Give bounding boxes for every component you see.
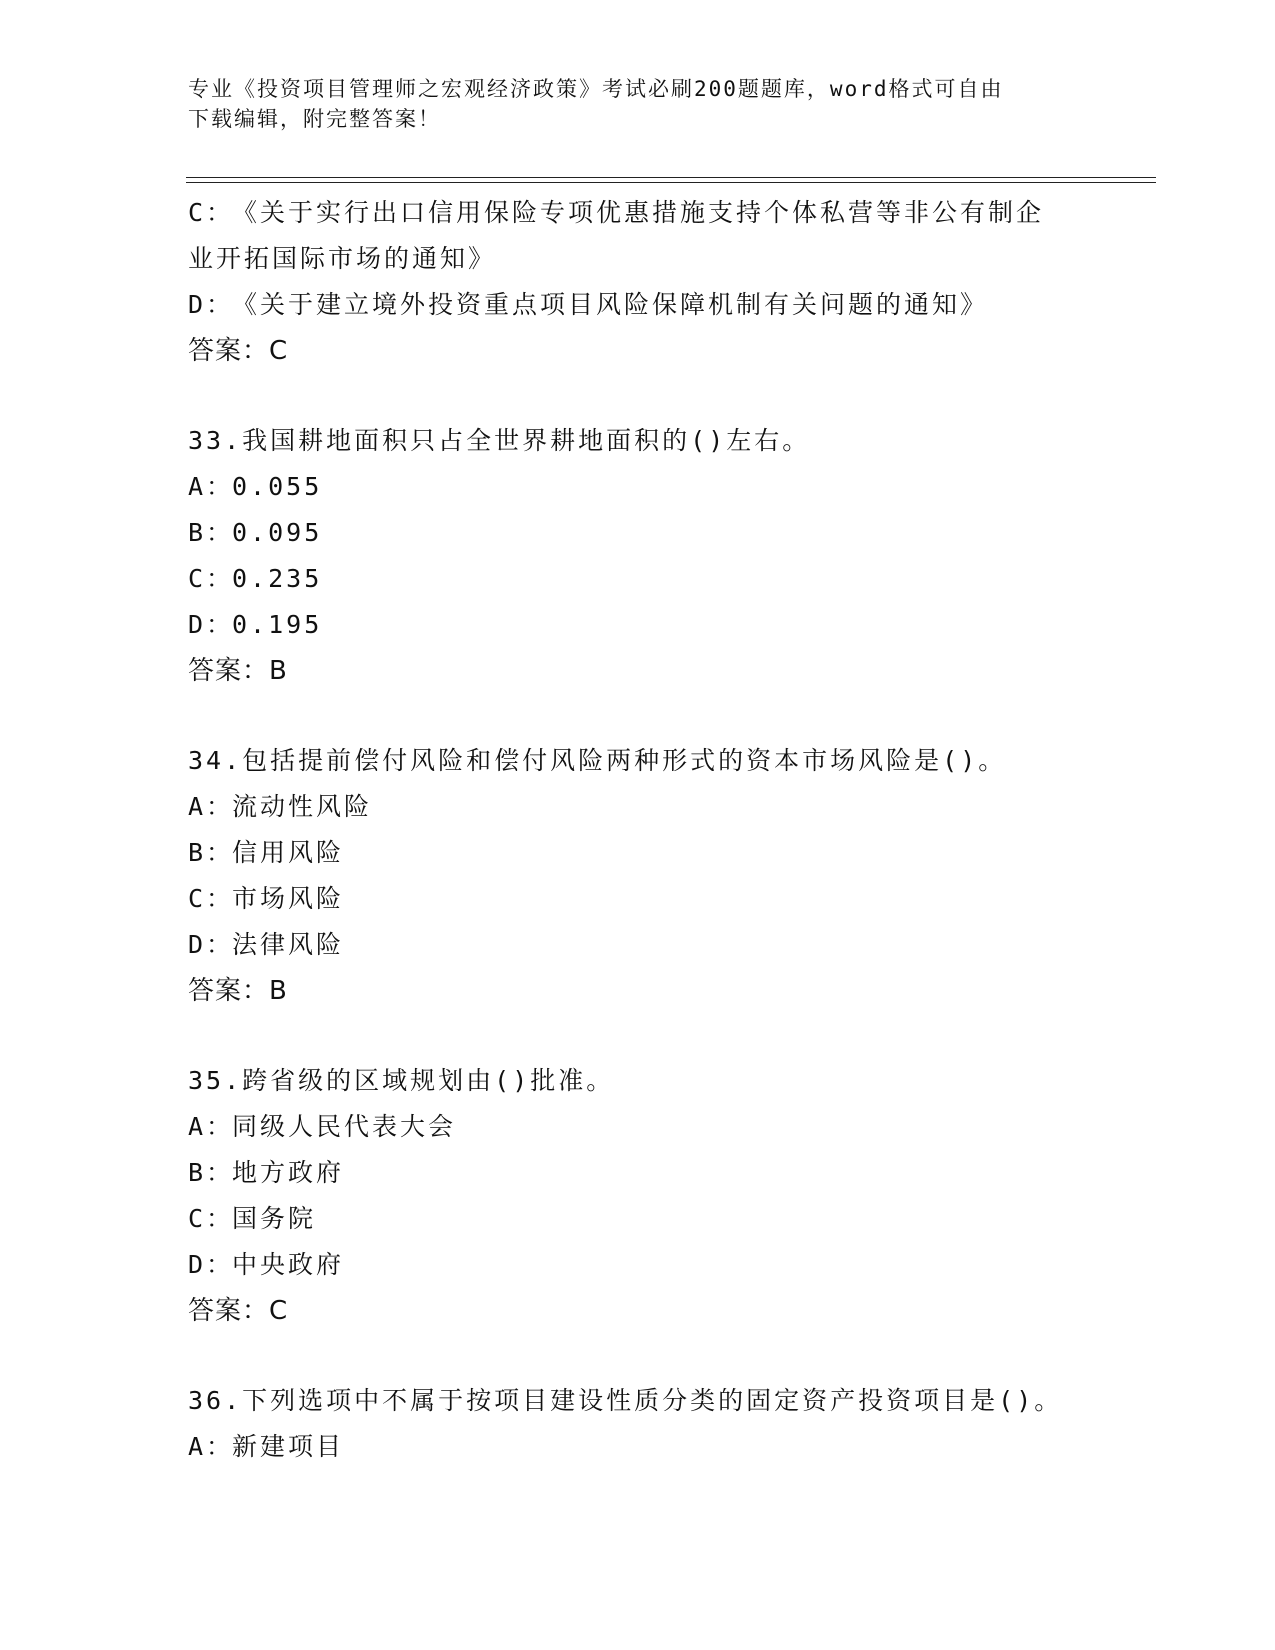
option-c <box>188 190 1088 236</box>
option-label: C： <box>188 1204 235 1233</box>
question-34 <box>188 738 1088 1014</box>
option-a <box>188 784 1088 830</box>
answer: 答案：B <box>188 976 288 1006</box>
option-a <box>188 1424 1088 1470</box>
option-text: 0.095 <box>232 518 323 547</box>
header-line-1: 专业《投资项目管理师之宏观经济政策》考试必刷200题题库，word格式可自由 <box>188 77 1004 101</box>
option-text: 0.195 <box>232 610 323 639</box>
option-d <box>188 1242 1088 1288</box>
option-label: A： <box>188 1432 235 1461</box>
option-d <box>188 922 1088 968</box>
spacer <box>188 694 1088 738</box>
option-text: 《关于实行出口信用保险专项优惠措施支持个体私营等非公有制企 <box>232 198 1045 227</box>
question-stem: 33.我国耕地面积只占全世界耕地面积的()左右。 <box>188 426 811 455</box>
option-label: D： <box>188 1250 235 1279</box>
option-label: B： <box>188 518 235 547</box>
answer: 答案：C <box>188 336 289 366</box>
option-text: 同级人民代表大会 <box>232 1112 457 1141</box>
option-label: A： <box>188 792 235 821</box>
option-text: 法律风险 <box>232 930 345 959</box>
document-header <box>188 74 1088 134</box>
option-label: D： <box>188 290 235 319</box>
option-c-continuation: 业开拓国际市场的通知》 <box>188 244 497 273</box>
option-c <box>188 1196 1088 1242</box>
option-b <box>188 830 1088 876</box>
option-c <box>188 556 1088 602</box>
option-text: 《关于建立境外投资重点项目风险保障机制有关问题的通知》 <box>232 290 989 319</box>
question-stem: 35.跨省级的区域规划由()批准。 <box>188 1066 615 1095</box>
question-content <box>188 190 1088 1470</box>
option-label: A： <box>188 472 235 501</box>
option-label: D： <box>188 610 235 639</box>
option-label: C： <box>188 564 235 593</box>
option-label: D： <box>188 930 235 959</box>
option-text: 中央政府 <box>232 1250 345 1279</box>
option-label: B： <box>188 838 235 867</box>
option-text: 国务院 <box>232 1204 317 1233</box>
option-c <box>188 876 1088 922</box>
answer: 答案：C <box>188 1296 289 1326</box>
question-35 <box>188 1058 1088 1334</box>
option-label: B： <box>188 1158 235 1187</box>
option-label: C： <box>188 198 235 227</box>
answer: 答案：B <box>188 656 288 686</box>
question-stem: 34.包括提前偿付风险和偿付风险两种形式的资本市场风险是()。 <box>188 746 1007 775</box>
option-text: 地方政府 <box>232 1158 345 1187</box>
option-b <box>188 510 1088 556</box>
prev-question <box>188 190 1088 374</box>
option-text: 0.055 <box>232 472 323 501</box>
spacer <box>188 374 1088 418</box>
question-33 <box>188 418 1088 694</box>
option-text: 市场风险 <box>232 884 345 913</box>
option-a <box>188 1104 1088 1150</box>
option-text: 新建项目 <box>232 1432 345 1461</box>
question-36 <box>188 1378 1088 1470</box>
option-text: 信用风险 <box>232 838 345 867</box>
header-line-2: 下载编辑，附完整答案！ <box>188 107 441 131</box>
header-divider-top <box>186 177 1156 178</box>
option-text: 0.235 <box>232 564 323 593</box>
option-b <box>188 1150 1088 1196</box>
option-a <box>188 464 1088 510</box>
question-stem: 36.下列选项中不属于按项目建设性质分类的固定资产投资项目是()。 <box>188 1386 1063 1415</box>
header-divider-bottom <box>186 182 1156 183</box>
option-d <box>188 282 1088 328</box>
option-label: C： <box>188 884 235 913</box>
option-d <box>188 602 1088 648</box>
spacer <box>188 1014 1088 1058</box>
option-label: A： <box>188 1112 235 1141</box>
option-text: 流动性风险 <box>232 792 373 821</box>
spacer <box>188 1334 1088 1378</box>
